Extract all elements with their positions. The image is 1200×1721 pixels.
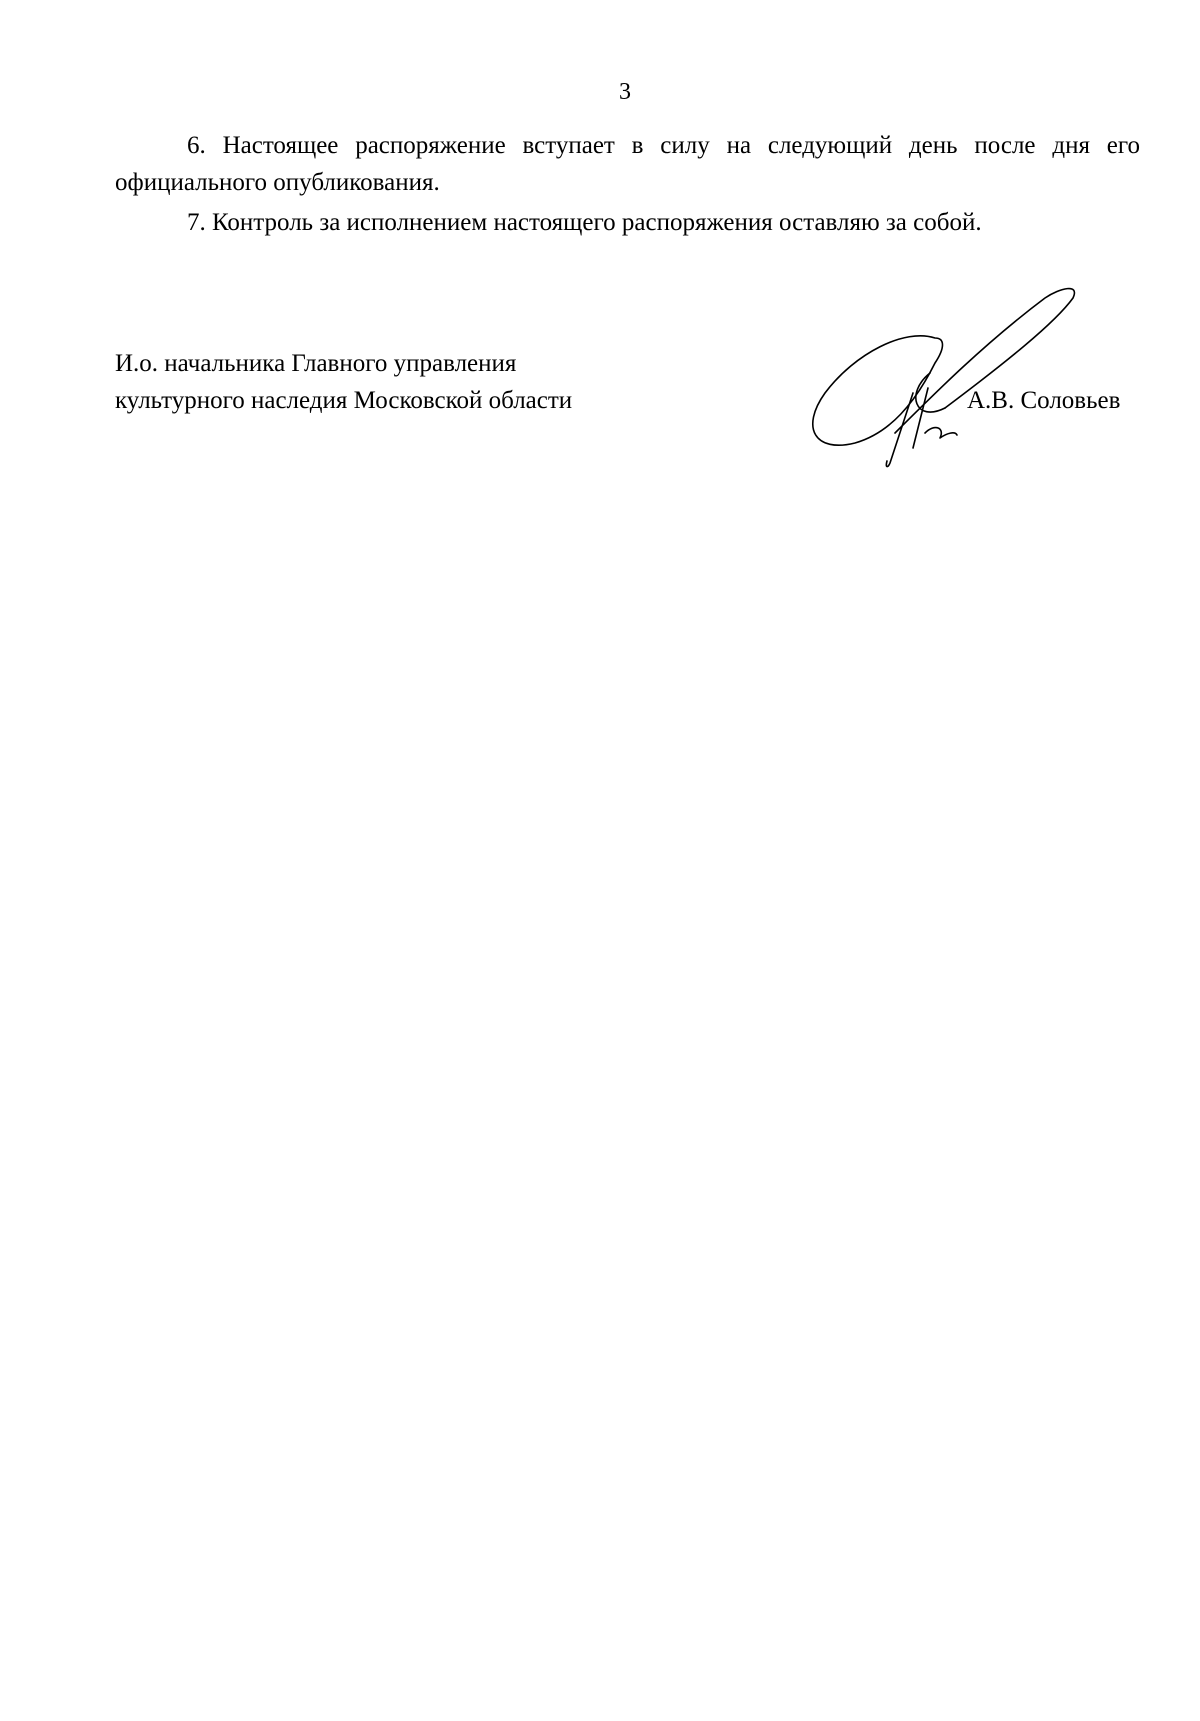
signatory-title-line-1: И.о. начальника Главного управления: [115, 350, 517, 377]
document-body: [115, 127, 1140, 244]
handwritten-signature: [795, 283, 1095, 473]
paragraph-6: 6. Настоящее распоряжение вступает в силу на следующий день после дня его официального опубликования.: [115, 132, 1140, 196]
page-number: 3: [619, 79, 631, 105]
signatory-title: [115, 345, 572, 419]
paragraph-7: 7. Контроль за исполнением настоящего распоряжения оставляю за собой.: [187, 209, 982, 236]
signatory-title-line-2: культурного наследия Московской области: [115, 387, 573, 414]
signatory-name: А.В. Соловьев: [967, 387, 1121, 414]
